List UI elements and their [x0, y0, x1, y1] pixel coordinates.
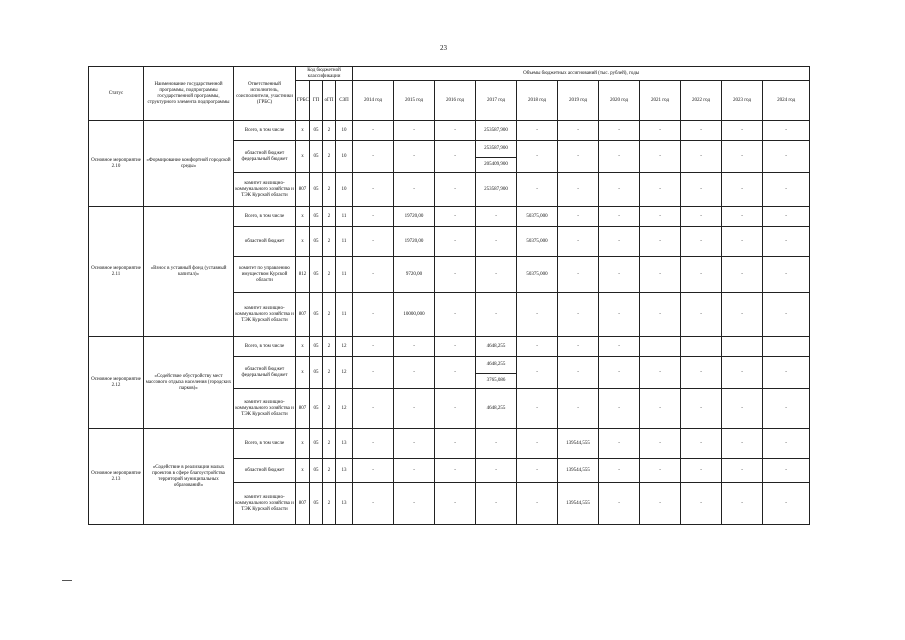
table-row — [89, 337, 810, 357]
value-cell-2022: - — [681, 357, 722, 389]
gp-cell: 05 — [310, 173, 323, 207]
header-year-2019: 2019 год — [558, 81, 599, 121]
responsible-cell: Всего, в том числе — [234, 207, 296, 227]
value-cell-2022 — [681, 337, 722, 357]
header-status: Статус — [89, 67, 144, 121]
value-cell-2016: - — [435, 173, 476, 207]
csr-cell: 12 — [336, 357, 353, 389]
value-cell-2015: 10000,000 — [394, 293, 435, 337]
value-cell-2014: - — [353, 429, 394, 459]
value-cell-2024: - — [763, 141, 810, 173]
value-cell-2024: - — [763, 121, 810, 141]
ogp-cell: 2 — [323, 357, 336, 389]
value-cell-2021: - — [640, 257, 681, 293]
value-cell-2022: - — [681, 227, 722, 257]
value-cell-2024: - — [763, 257, 810, 293]
value-cell-2023: - — [722, 389, 763, 429]
gp-cell: 05 — [310, 337, 323, 357]
value-cell-2019: - — [558, 121, 599, 141]
value-cell-2021: - — [640, 429, 681, 459]
value-cell-2024: - — [763, 483, 810, 525]
value-cell-2019: - — [558, 389, 599, 429]
value-cell-2018: - — [517, 121, 558, 141]
ogp-cell: 2 — [323, 173, 336, 207]
measure-name-cell: «Формирование комфортной городской среды» — [144, 121, 234, 207]
csr-cell: 12 — [336, 389, 353, 429]
value-cell-2021: - — [640, 357, 681, 389]
value-cell-2014: - — [353, 459, 394, 483]
grbs-cell: х — [296, 141, 310, 173]
ogp-cell: 2 — [323, 141, 336, 173]
csr-cell: 13 — [336, 483, 353, 525]
value-cell-2024 — [763, 337, 810, 357]
value-cell-2023: - — [722, 257, 763, 293]
value-cell-2017-regional: 4648,255 — [476, 357, 516, 374]
value-cell-2016: - — [435, 459, 476, 483]
responsible-cell: областной бюджет — [234, 227, 296, 257]
header-volumes: Объемы бюджетных ассигнований (тыс. рублей), годы — [353, 67, 810, 81]
value-cell-2015: - — [394, 141, 435, 173]
value-cell-2015: 9720,00 — [394, 257, 435, 293]
header-grbs: ГРБС — [296, 81, 310, 121]
header-year-2024: 2024 год — [763, 81, 810, 121]
header-csr: СЗП — [336, 81, 353, 121]
grbs-cell: х — [296, 429, 310, 459]
value-cell-2019: - — [558, 257, 599, 293]
value-cell-2019: - — [558, 293, 599, 337]
ogp-cell: 2 — [323, 389, 336, 429]
value-cell-2021: - — [640, 173, 681, 207]
value-cell-2020: - — [599, 173, 640, 207]
value-cell-2020: - — [599, 483, 640, 525]
gp-cell: 05 — [310, 293, 323, 337]
header-year-2021: 2021 год — [640, 81, 681, 121]
measure-name-cell: «Содействие обустройству мест массового отдыха населения (городских парков)» — [144, 337, 234, 429]
status-cell: Основное мероприятие 2.13 — [89, 429, 144, 525]
grbs-cell: 807 — [296, 483, 310, 525]
value-cell-2024: - — [763, 459, 810, 483]
value-cell-2020: - — [599, 227, 640, 257]
header-name: Наименование государственной программы, подпрограммы государственной программы, структурного элемента подпрограммы — [144, 67, 234, 121]
responsible-cell: комитет по управлению имуществом Курской области — [234, 257, 296, 293]
gp-cell: 05 — [310, 257, 323, 293]
value-cell-2017: - — [476, 227, 517, 257]
value-cell-2014: - — [353, 207, 394, 227]
value-cell-2016: - — [435, 337, 476, 357]
grbs-cell: х — [296, 459, 310, 483]
value-cell-2017-split — [476, 357, 517, 389]
header-year-2015: 2015 год — [394, 81, 435, 121]
value-cell-2014: - — [353, 141, 394, 173]
value-cell-2023: - — [722, 357, 763, 389]
value-cell-2017-split — [476, 141, 517, 173]
value-cell-2018: - — [517, 337, 558, 357]
grbs-cell: 807 — [296, 173, 310, 207]
value-cell-2023: - — [722, 173, 763, 207]
value-cell-2019: 139544,555 — [558, 429, 599, 459]
header-year-2020: 2020 год — [599, 81, 640, 121]
value-cell-2017: - — [476, 207, 517, 227]
value-cell-2017: 253587,900 — [476, 173, 517, 207]
value-cell-2020: - — [599, 207, 640, 227]
value-cell-2016: - — [435, 357, 476, 389]
value-cell-2023: - — [722, 429, 763, 459]
value-cell-2018: - — [517, 459, 558, 483]
responsible-cell: областной бюджет федеральный бюджет — [234, 141, 296, 173]
value-cell-2021: - — [640, 483, 681, 525]
budget-sheet — [88, 66, 810, 525]
value-cell-2015: - — [394, 459, 435, 483]
value-cell-2023 — [722, 337, 763, 357]
status-cell: Основное мероприятие 2.11 — [89, 207, 144, 337]
value-cell-2017-regional: 253587,900 — [476, 141, 516, 158]
ogp-cell: 2 — [323, 207, 336, 227]
gp-cell: 05 — [310, 121, 323, 141]
value-cell-2016: - — [435, 389, 476, 429]
responsible-cell: Всего, в том числе — [234, 337, 296, 357]
budget-table — [88, 66, 810, 525]
value-cell-2017-federal: 3765,086 — [486, 378, 506, 383]
csr-cell: 13 — [336, 459, 353, 483]
value-cell-2017: - — [476, 429, 517, 459]
measure-name-cell: «Содействие в реализации малых проектов в сфере благоустройства территорий муниципальных образований» — [144, 429, 234, 525]
page-number: 23 — [440, 44, 447, 52]
value-cell-2019: 139544,555 — [558, 459, 599, 483]
value-cell-2014: - — [353, 257, 394, 293]
gp-cell: 05 — [310, 207, 323, 227]
value-cell-2014: - — [353, 173, 394, 207]
header-responsible: Ответственный исполнитель, соисполнители, участники (ГРБС) — [234, 67, 296, 121]
value-cell-2020: - — [599, 141, 640, 173]
value-cell-2015: - — [394, 357, 435, 389]
responsible-cell: областной бюджет федеральный бюджет — [234, 357, 296, 389]
value-cell-2018: - — [517, 141, 558, 173]
value-cell-2017: 4648,255 — [476, 337, 517, 357]
csr-cell: 13 — [336, 429, 353, 459]
header-year-2016: 2016 год — [435, 81, 476, 121]
csr-cell: 11 — [336, 293, 353, 337]
csr-cell: 10 — [336, 141, 353, 173]
value-cell-2018: - — [517, 389, 558, 429]
value-cell-2017: - — [476, 459, 517, 483]
csr-cell: 12 — [336, 337, 353, 357]
value-cell-2016: - — [435, 207, 476, 227]
value-cell-2014: - — [353, 389, 394, 429]
value-cell-2021: - — [640, 293, 681, 337]
value-cell-2015: - — [394, 429, 435, 459]
value-cell-2014: - — [353, 227, 394, 257]
responsible-cell: комитет жилищно-коммунального хозяйства и ТЭК Курской области — [234, 293, 296, 337]
csr-cell: 11 — [336, 257, 353, 293]
value-cell-2015: - — [394, 121, 435, 141]
value-cell-2015: - — [394, 389, 435, 429]
value-cell-2021: - — [640, 459, 681, 483]
ogp-cell: 2 — [323, 429, 336, 459]
value-cell-2020: - — [599, 257, 640, 293]
scan-mark — [62, 580, 72, 581]
value-cell-2015: 19720,00 — [394, 207, 435, 227]
value-cell-2020: - — [599, 389, 640, 429]
value-cell-2016: - — [435, 429, 476, 459]
value-cell-2023: - — [722, 227, 763, 257]
gp-cell: 05 — [310, 429, 323, 459]
value-cell-2022: - — [681, 293, 722, 337]
value-cell-2016: - — [435, 121, 476, 141]
value-cell-2020: - — [599, 293, 640, 337]
value-cell-2024: - — [763, 429, 810, 459]
grbs-cell: х — [296, 121, 310, 141]
value-cell-2022: - — [681, 173, 722, 207]
value-cell-2022: - — [681, 429, 722, 459]
value-cell-2018: - — [517, 293, 558, 337]
responsible-cell: комитет жилищно-коммунального хозяйства и ТЭК Курской области — [234, 173, 296, 207]
value-cell-2023: - — [722, 459, 763, 483]
value-cell-2022: - — [681, 121, 722, 141]
value-cell-2019: - — [558, 173, 599, 207]
value-cell-2019: - — [558, 141, 599, 173]
gp-cell: 05 — [310, 389, 323, 429]
value-cell-2020: - — [599, 121, 640, 141]
value-cell-2022: - — [681, 389, 722, 429]
grbs-cell: х — [296, 207, 310, 227]
value-cell-2018: 50375,000 — [517, 227, 558, 257]
grbs-cell: х — [296, 357, 310, 389]
gp-cell: 05 — [310, 227, 323, 257]
value-cell-2023: - — [722, 141, 763, 173]
responsible-cell: Всего, в том числе — [234, 121, 296, 141]
header-year-2014: 2014 год — [353, 81, 394, 121]
value-cell-2016: - — [435, 293, 476, 337]
value-cell-2019: 139544,555 — [558, 483, 599, 525]
value-cell-2014: - — [353, 337, 394, 357]
value-cell-2017: - — [476, 293, 517, 337]
value-cell-2023: - — [722, 293, 763, 337]
csr-cell: 11 — [336, 207, 353, 227]
value-cell-2020: - — [599, 337, 640, 357]
measure-name-cell: «Взнос в уставный фонд (уставный капитал)» — [144, 207, 234, 337]
gp-cell: 05 — [310, 483, 323, 525]
table-row — [89, 121, 810, 141]
value-cell-2015: - — [394, 337, 435, 357]
ogp-cell: 2 — [323, 121, 336, 141]
value-cell-2021: - — [640, 121, 681, 141]
header-year-2017: 2017 год — [476, 81, 517, 121]
value-cell-2017: - — [476, 483, 517, 525]
grbs-cell: х — [296, 227, 310, 257]
header-gp: ГП — [310, 81, 323, 121]
value-cell-2018: 50375,000 — [517, 207, 558, 227]
csr-cell: 10 — [336, 173, 353, 207]
gp-cell: 05 — [310, 357, 323, 389]
grbs-cell: 812 — [296, 257, 310, 293]
responsible-cell: областной бюджет — [234, 459, 296, 483]
responsible-cell: Всего, в том числе — [234, 429, 296, 459]
gp-cell: 05 — [310, 141, 323, 173]
value-cell-2024: - — [763, 207, 810, 227]
value-cell-2022: - — [681, 207, 722, 227]
header-year-2022: 2022 год — [681, 81, 722, 121]
value-cell-2024: - — [763, 173, 810, 207]
value-cell-2018: 50375,000 — [517, 257, 558, 293]
value-cell-2017: 253587,900 — [476, 121, 517, 141]
value-cell-2024: - — [763, 227, 810, 257]
value-cell-2022: - — [681, 257, 722, 293]
responsible-cell: комитет жилищно-коммунального хозяйства и ТЭК Курской области — [234, 389, 296, 429]
value-cell-2018: - — [517, 429, 558, 459]
value-cell-2015: - — [394, 483, 435, 525]
value-cell-2021: - — [640, 141, 681, 173]
value-cell-2015: - — [394, 173, 435, 207]
value-cell-2022: - — [681, 141, 722, 173]
value-cell-2020: - — [599, 459, 640, 483]
value-cell-2016: - — [435, 227, 476, 257]
value-cell-2018: - — [517, 173, 558, 207]
csr-cell: 11 — [336, 227, 353, 257]
header-ogp: оГП — [323, 81, 336, 121]
status-cell: Основное мероприятие 2.12 — [89, 337, 144, 429]
value-cell-2018: - — [517, 483, 558, 525]
gp-cell: 05 — [310, 459, 323, 483]
ogp-cell: 2 — [323, 227, 336, 257]
responsible-cell: комитет жилищно-коммунального хозяйства и ТЭК Курской области — [234, 483, 296, 525]
csr-cell: 10 — [336, 121, 353, 141]
value-cell-2023: - — [722, 207, 763, 227]
value-cell-2020: - — [599, 429, 640, 459]
value-cell-2016: - — [435, 483, 476, 525]
ogp-cell: 2 — [323, 337, 336, 357]
value-cell-2024: - — [763, 357, 810, 389]
value-cell-2021: - — [640, 389, 681, 429]
value-cell-2014: - — [353, 483, 394, 525]
header-year-2018: 2018 год — [517, 81, 558, 121]
value-cell-2016: - — [435, 257, 476, 293]
table-row — [89, 429, 810, 459]
value-cell-2014: - — [353, 357, 394, 389]
value-cell-2022: - — [681, 483, 722, 525]
header-year-2023: 2023 год — [722, 81, 763, 121]
value-cell-2017-federal: 205409,900 — [484, 162, 508, 167]
value-cell-2021: - — [640, 227, 681, 257]
table-row — [89, 207, 810, 227]
value-cell-2021 — [640, 337, 681, 357]
header-budget-code: Код бюджетной классификации — [296, 67, 353, 81]
value-cell-2018: - — [517, 357, 558, 389]
ogp-cell: 2 — [323, 459, 336, 483]
value-cell-2024: - — [763, 293, 810, 337]
value-cell-2019: - — [558, 207, 599, 227]
value-cell-2014: - — [353, 293, 394, 337]
ogp-cell: 2 — [323, 483, 336, 525]
value-cell-2019: - — [558, 337, 599, 357]
value-cell-2023: - — [722, 483, 763, 525]
status-cell: Основное мероприятие 2.10 — [89, 121, 144, 207]
grbs-cell: 807 — [296, 389, 310, 429]
value-cell-2015: 19720,00 — [394, 227, 435, 257]
value-cell-2023: - — [722, 121, 763, 141]
value-cell-2016: - — [435, 141, 476, 173]
value-cell-2019: - — [558, 357, 599, 389]
value-cell-2024: - — [763, 389, 810, 429]
ogp-cell: 2 — [323, 257, 336, 293]
grbs-cell: х — [296, 337, 310, 357]
value-cell-2017: 4648,255 — [476, 389, 517, 429]
value-cell-2019: - — [558, 227, 599, 257]
value-cell-2022: - — [681, 459, 722, 483]
value-cell-2021: - — [640, 207, 681, 227]
grbs-cell: 807 — [296, 293, 310, 337]
value-cell-2017: - — [476, 257, 517, 293]
value-cell-2020: - — [599, 357, 640, 389]
value-cell-2014: - — [353, 121, 394, 141]
ogp-cell: 2 — [323, 293, 336, 337]
